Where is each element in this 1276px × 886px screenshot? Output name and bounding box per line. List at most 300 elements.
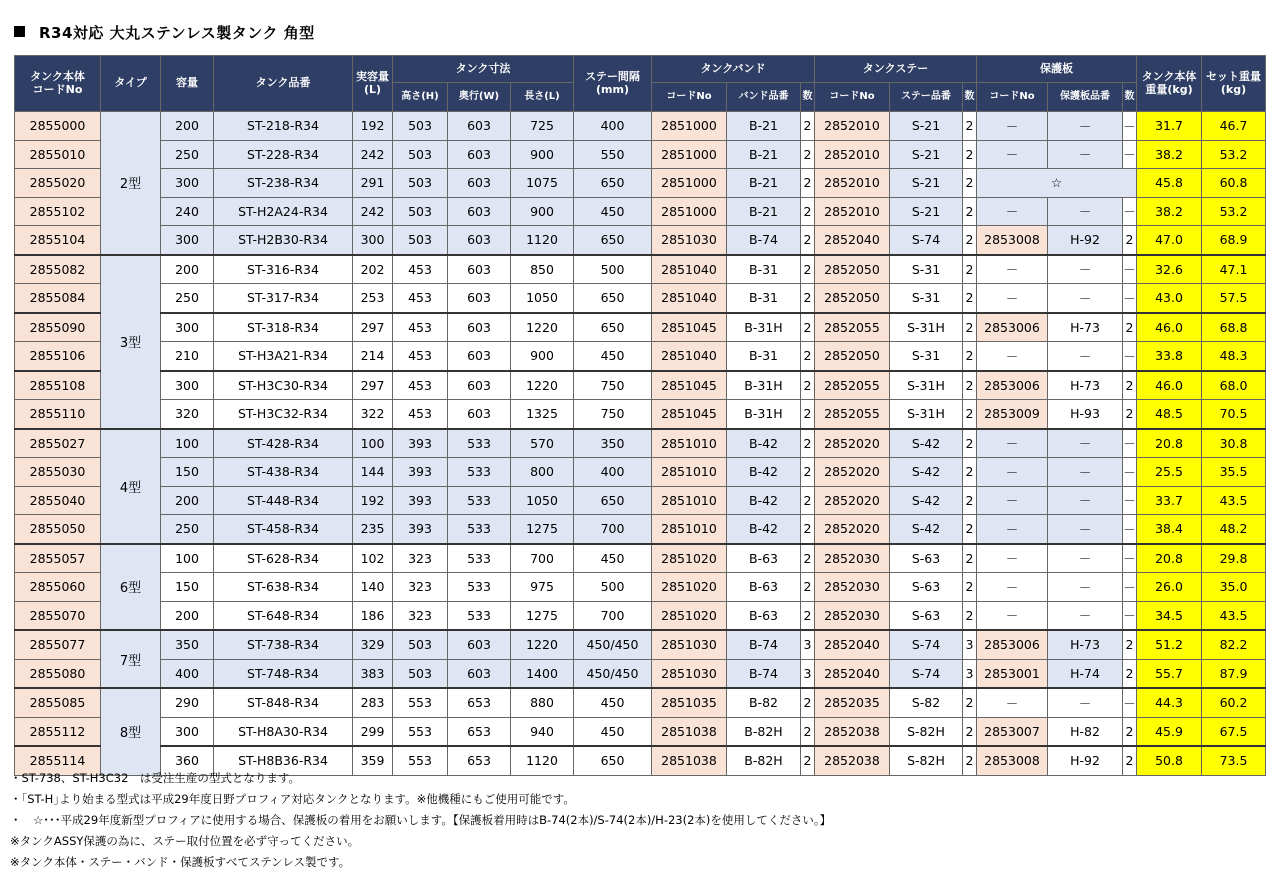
- stay-part-cell: S-82H: [890, 746, 963, 775]
- actual-cell: 144: [353, 458, 393, 487]
- capacity-cell: 400: [161, 659, 214, 688]
- length-cell: 570: [511, 429, 574, 458]
- band-qty-cell: 2: [801, 140, 815, 169]
- length-cell: 700: [511, 544, 574, 573]
- stay-gap-cell: 700: [574, 515, 652, 544]
- table-row: [15, 544, 1266, 573]
- band-qty-cell: 2: [801, 284, 815, 313]
- actual-cell: 102: [353, 544, 393, 573]
- depth-cell: 533: [448, 601, 511, 630]
- guard-part-cell: H-73: [1048, 313, 1123, 342]
- length-cell: 940: [511, 717, 574, 746]
- length-cell: 900: [511, 197, 574, 226]
- band-qty-cell: 2: [801, 458, 815, 487]
- stay-qty-cell: 2: [963, 515, 977, 544]
- guard-part-cell: －: [1048, 573, 1123, 602]
- height-cell: 393: [393, 429, 448, 458]
- height-cell: 393: [393, 515, 448, 544]
- stay-gap-cell: 450: [574, 544, 652, 573]
- set-weight-cell: 53.2: [1202, 140, 1266, 169]
- actual-cell: 299: [353, 717, 393, 746]
- weight-cell: 34.5: [1137, 601, 1202, 630]
- stay-gap-cell: 650: [574, 746, 652, 775]
- stay-gap-cell: 400: [574, 112, 652, 141]
- guard-code-cell: 2853008: [977, 746, 1048, 775]
- length-cell: 1220: [511, 371, 574, 400]
- code-cell: 2855030: [15, 458, 101, 487]
- band-code-cell: 2851040: [652, 255, 727, 284]
- weight-cell: 47.0: [1137, 226, 1202, 255]
- depth-cell: 603: [448, 169, 511, 198]
- guard-part-cell: －: [1048, 515, 1123, 544]
- band-qty-cell: 2: [801, 573, 815, 602]
- set-weight-cell: 70.5: [1202, 400, 1266, 429]
- stay-code-cell: 2852020: [815, 515, 890, 544]
- part-cell: ST-848-R34: [214, 688, 353, 717]
- depth-cell: 533: [448, 573, 511, 602]
- band-qty-cell: 3: [801, 659, 815, 688]
- type-cell: 2型: [101, 112, 161, 255]
- stay-gap-cell: 400: [574, 458, 652, 487]
- capacity-cell: 210: [161, 342, 214, 371]
- weight-cell: 48.5: [1137, 400, 1202, 429]
- weight-cell: 32.6: [1137, 255, 1202, 284]
- depth-cell: 603: [448, 400, 511, 429]
- header-band-part: バンド品番: [727, 83, 801, 112]
- stay-qty-cell: 2: [963, 169, 977, 198]
- set-weight-cell: 87.9: [1202, 659, 1266, 688]
- band-part-cell: B-82: [727, 688, 801, 717]
- stay-code-cell: 2852055: [815, 371, 890, 400]
- stay-qty-cell: 2: [963, 458, 977, 487]
- part-cell: ST-438-R34: [214, 458, 353, 487]
- table-row: [15, 486, 1266, 515]
- guard-qty-cell: －: [1123, 429, 1137, 458]
- code-cell: 2855027: [15, 429, 101, 458]
- stay-code-cell: 2852020: [815, 486, 890, 515]
- band-qty-cell: 2: [801, 486, 815, 515]
- set-weight-cell: 53.2: [1202, 197, 1266, 226]
- stay-gap-cell: 450/450: [574, 630, 652, 659]
- table-row: [15, 688, 1266, 717]
- guard-qty-cell: 2: [1123, 630, 1137, 659]
- weight-cell: 43.0: [1137, 284, 1202, 313]
- length-cell: 725: [511, 112, 574, 141]
- weight-cell: 45.9: [1137, 717, 1202, 746]
- code-cell: 2855077: [15, 630, 101, 659]
- stay-gap-cell: 450: [574, 342, 652, 371]
- capacity-cell: 300: [161, 313, 214, 342]
- guard-part-cell: H-73: [1048, 371, 1123, 400]
- height-cell: 503: [393, 169, 448, 198]
- depth-cell: 603: [448, 255, 511, 284]
- band-qty-cell: 2: [801, 226, 815, 255]
- band-code-cell: 2851000: [652, 169, 727, 198]
- actual-cell: 322: [353, 400, 393, 429]
- depth-cell: 533: [448, 544, 511, 573]
- stay-qty-cell: 2: [963, 112, 977, 141]
- depth-cell: 533: [448, 458, 511, 487]
- weight-cell: 38.2: [1137, 140, 1202, 169]
- guard-qty-cell: －: [1123, 140, 1137, 169]
- part-cell: ST-648-R34: [214, 601, 353, 630]
- stay-gap-cell: 550: [574, 140, 652, 169]
- length-cell: 1120: [511, 746, 574, 775]
- table-row: [15, 255, 1266, 284]
- stay-qty-cell: 2: [963, 688, 977, 717]
- weight-cell: 33.7: [1137, 486, 1202, 515]
- note-3: ・ ☆･･･平成29年度新型プロフィアに使用する場合、保護板の着用をお願いします。【保護板着用時はB-74(2本)/S-74(2本)/H-23(2本)を使用してください。】: [10, 813, 832, 827]
- stay-gap-cell: 450: [574, 197, 652, 226]
- capacity-cell: 250: [161, 515, 214, 544]
- guard-qty-cell: 2: [1123, 746, 1137, 775]
- depth-cell: 603: [448, 659, 511, 688]
- capacity-cell: 150: [161, 573, 214, 602]
- stay-qty-cell: 2: [963, 746, 977, 775]
- stay-code-cell: 2852030: [815, 601, 890, 630]
- part-cell: ST-H2A24-R34: [214, 197, 353, 226]
- guard-qty-cell: －: [1123, 284, 1137, 313]
- band-qty-cell: 2: [801, 255, 815, 284]
- height-cell: 453: [393, 342, 448, 371]
- header-part: タンク品番: [214, 56, 353, 112]
- table-row: [15, 371, 1266, 400]
- capacity-cell: 240: [161, 197, 214, 226]
- note-5: ※タンク本体・ステー・バンド・保護板すべてステンレス製です。: [10, 855, 351, 869]
- band-part-cell: B-82H: [727, 717, 801, 746]
- actual-cell: 359: [353, 746, 393, 775]
- part-cell: ST-238-R34: [214, 169, 353, 198]
- code-cell: 2855112: [15, 717, 101, 746]
- header-stay-part: ステー品番: [890, 83, 963, 112]
- band-qty-cell: 2: [801, 169, 815, 198]
- guard-qty-cell: －: [1123, 112, 1137, 141]
- guard-part-cell: －: [1048, 688, 1123, 717]
- code-cell: 2855090: [15, 313, 101, 342]
- code-cell: 2855070: [15, 601, 101, 630]
- table-row: [15, 515, 1266, 544]
- guard-code-cell: 2853008: [977, 226, 1048, 255]
- band-part-cell: B-74: [727, 630, 801, 659]
- stay-code-cell: 2852010: [815, 169, 890, 198]
- code-cell: 2855060: [15, 573, 101, 602]
- stay-qty-cell: 2: [963, 313, 977, 342]
- guard-part-cell: －: [1048, 255, 1123, 284]
- band-qty-cell: 2: [801, 429, 815, 458]
- stay-qty-cell: 2: [963, 342, 977, 371]
- actual-cell: 300: [353, 226, 393, 255]
- height-cell: 453: [393, 313, 448, 342]
- guard-part-cell: －: [1048, 486, 1123, 515]
- band-code-cell: 2851010: [652, 486, 727, 515]
- weight-cell: 55.7: [1137, 659, 1202, 688]
- set-weight-cell: 60.8: [1202, 169, 1266, 198]
- stay-part-cell: S-74: [890, 630, 963, 659]
- part-cell: ST-228-R34: [214, 140, 353, 169]
- set-weight-cell: 35.0: [1202, 573, 1266, 602]
- band-qty-cell: 2: [801, 544, 815, 573]
- guard-code-cell: 2853006: [977, 630, 1048, 659]
- stay-code-cell: 2852038: [815, 746, 890, 775]
- stay-gap-cell: 650: [574, 486, 652, 515]
- band-code-cell: 2851010: [652, 515, 727, 544]
- stay-part-cell: S-21: [890, 169, 963, 198]
- set-weight-cell: 46.7: [1202, 112, 1266, 141]
- square-bullet-icon: [14, 26, 25, 37]
- height-cell: 503: [393, 197, 448, 226]
- depth-cell: 603: [448, 197, 511, 226]
- length-cell: 880: [511, 688, 574, 717]
- note-4: ※タンクASSY保護の為に、ステー取付位置を必ず守ってください。: [10, 834, 360, 848]
- set-weight-cell: 29.8: [1202, 544, 1266, 573]
- stay-gap-cell: 650: [574, 313, 652, 342]
- stay-qty-cell: 2: [963, 544, 977, 573]
- guard-code-cell: －: [977, 601, 1048, 630]
- code-cell: 2855082: [15, 255, 101, 284]
- guard-part-cell: －: [1048, 284, 1123, 313]
- part-cell: ST-428-R34: [214, 429, 353, 458]
- set-weight-cell: 73.5: [1202, 746, 1266, 775]
- band-part-cell: B-21: [727, 197, 801, 226]
- stay-part-cell: S-63: [890, 601, 963, 630]
- guard-part-cell: －: [1048, 140, 1123, 169]
- table-row: [15, 140, 1266, 169]
- guard-qty-cell: －: [1123, 458, 1137, 487]
- weight-cell: 31.7: [1137, 112, 1202, 141]
- band-code-cell: 2851038: [652, 717, 727, 746]
- stay-code-cell: 2852030: [815, 544, 890, 573]
- stay-qty-cell: 2: [963, 717, 977, 746]
- actual-cell: 242: [353, 197, 393, 226]
- notes: [10, 768, 831, 873]
- code-cell: 2855010: [15, 140, 101, 169]
- band-code-cell: 2851000: [652, 197, 727, 226]
- guard-code-cell: －: [977, 197, 1048, 226]
- capacity-cell: 320: [161, 400, 214, 429]
- code-cell: 2855050: [15, 515, 101, 544]
- capacity-cell: 200: [161, 112, 214, 141]
- guard-code-cell: 2853001: [977, 659, 1048, 688]
- depth-cell: 603: [448, 284, 511, 313]
- guard-code-cell: －: [977, 458, 1048, 487]
- band-part-cell: B-74: [727, 659, 801, 688]
- height-cell: 393: [393, 486, 448, 515]
- capacity-cell: 300: [161, 169, 214, 198]
- depth-cell: 533: [448, 515, 511, 544]
- band-qty-cell: 2: [801, 342, 815, 371]
- length-cell: 1050: [511, 284, 574, 313]
- length-cell: 1220: [511, 313, 574, 342]
- band-part-cell: B-42: [727, 458, 801, 487]
- length-cell: 1400: [511, 659, 574, 688]
- depth-cell: 603: [448, 112, 511, 141]
- capacity-cell: 200: [161, 255, 214, 284]
- stay-code-cell: 2852050: [815, 255, 890, 284]
- band-code-cell: 2851000: [652, 112, 727, 141]
- guard-part-cell: H-92: [1048, 226, 1123, 255]
- height-cell: 503: [393, 630, 448, 659]
- height-cell: 503: [393, 226, 448, 255]
- stay-code-cell: 2852020: [815, 429, 890, 458]
- guard-code-cell: －: [977, 573, 1048, 602]
- height-cell: 453: [393, 284, 448, 313]
- stay-qty-cell: 2: [963, 255, 977, 284]
- band-part-cell: B-63: [727, 544, 801, 573]
- table-row: [15, 313, 1266, 342]
- header-guard-qty: 数: [1123, 83, 1137, 112]
- stay-part-cell: S-31H: [890, 400, 963, 429]
- guard-qty-cell: －: [1123, 342, 1137, 371]
- depth-cell: 603: [448, 313, 511, 342]
- actual-cell: 291: [353, 169, 393, 198]
- weight-cell: 44.3: [1137, 688, 1202, 717]
- part-cell: ST-318-R34: [214, 313, 353, 342]
- band-part-cell: B-21: [727, 140, 801, 169]
- tank-spec-table: [14, 55, 1266, 776]
- stay-part-cell: S-82H: [890, 717, 963, 746]
- stay-part-cell: S-42: [890, 458, 963, 487]
- header-height: 高さ(H): [393, 83, 448, 112]
- length-cell: 900: [511, 342, 574, 371]
- stay-part-cell: S-21: [890, 112, 963, 141]
- stay-code-cell: 2852055: [815, 313, 890, 342]
- stay-gap-cell: 650: [574, 226, 652, 255]
- part-cell: ST-H8B36-R34: [214, 746, 353, 775]
- band-code-cell: 2851000: [652, 140, 727, 169]
- stay-code-cell: 2852050: [815, 342, 890, 371]
- length-cell: 1075: [511, 169, 574, 198]
- length-cell: 1120: [511, 226, 574, 255]
- capacity-cell: 300: [161, 371, 214, 400]
- band-code-cell: 2851045: [652, 400, 727, 429]
- page-title-text: R34対応 大丸ステンレス製タンク 角型: [39, 24, 315, 42]
- capacity-cell: 100: [161, 544, 214, 573]
- depth-cell: 603: [448, 342, 511, 371]
- band-qty-cell: 2: [801, 688, 815, 717]
- band-qty-cell: 2: [801, 717, 815, 746]
- actual-cell: 100: [353, 429, 393, 458]
- header-stay-gap: ステー間隔 (mm): [574, 56, 652, 112]
- length-cell: 1275: [511, 601, 574, 630]
- table-row: [15, 197, 1266, 226]
- stay-gap-cell: 650: [574, 284, 652, 313]
- stay-gap-cell: 500: [574, 573, 652, 602]
- stay-gap-cell: 650: [574, 169, 652, 198]
- capacity-cell: 200: [161, 601, 214, 630]
- table-row: [15, 429, 1266, 458]
- actual-cell: 140: [353, 573, 393, 602]
- header-type: タイプ: [101, 56, 161, 112]
- set-weight-cell: 57.5: [1202, 284, 1266, 313]
- set-weight-cell: 67.5: [1202, 717, 1266, 746]
- table-row: [15, 169, 1266, 198]
- stay-code-cell: 2852010: [815, 197, 890, 226]
- depth-cell: 603: [448, 140, 511, 169]
- guard-code-cell: －: [977, 515, 1048, 544]
- guard-part-cell: H-92: [1048, 746, 1123, 775]
- band-part-cell: B-31: [727, 255, 801, 284]
- stay-qty-cell: 2: [963, 573, 977, 602]
- header-stay-code: コードNo: [815, 83, 890, 112]
- guard-part-cell: －: [1048, 342, 1123, 371]
- band-part-cell: B-31H: [727, 371, 801, 400]
- table-row: [15, 226, 1266, 255]
- type-cell: 6型: [101, 544, 161, 631]
- stay-code-cell: 2852050: [815, 284, 890, 313]
- stay-code-cell: 2852010: [815, 112, 890, 141]
- depth-cell: 533: [448, 429, 511, 458]
- height-cell: 393: [393, 458, 448, 487]
- code-cell: 2855040: [15, 486, 101, 515]
- guard-part-cell: －: [1048, 112, 1123, 141]
- guard-part-cell: H-82: [1048, 717, 1123, 746]
- band-code-cell: 2851030: [652, 226, 727, 255]
- type-cell: 4型: [101, 429, 161, 544]
- code-cell: 2855000: [15, 112, 101, 141]
- code-cell: 2855106: [15, 342, 101, 371]
- set-weight-cell: 30.8: [1202, 429, 1266, 458]
- stay-code-cell: 2852030: [815, 573, 890, 602]
- stay-part-cell: S-42: [890, 486, 963, 515]
- guard-part-cell: －: [1048, 544, 1123, 573]
- guard-qty-cell: 2: [1123, 659, 1137, 688]
- actual-cell: 253: [353, 284, 393, 313]
- weight-cell: 26.0: [1137, 573, 1202, 602]
- type-cell: 3型: [101, 255, 161, 429]
- header-dims: タンク寸法: [393, 56, 574, 83]
- band-code-cell: 2851030: [652, 659, 727, 688]
- height-cell: 503: [393, 112, 448, 141]
- stay-code-cell: 2852020: [815, 458, 890, 487]
- length-cell: 1220: [511, 630, 574, 659]
- capacity-cell: 360: [161, 746, 214, 775]
- header-guard: 保護板: [977, 56, 1137, 83]
- band-qty-cell: 2: [801, 400, 815, 429]
- header-length: 長さ(L): [511, 83, 574, 112]
- depth-cell: 603: [448, 371, 511, 400]
- header-guard-part: 保護板品番: [1048, 83, 1123, 112]
- band-part-cell: B-42: [727, 486, 801, 515]
- stay-part-cell: S-21: [890, 140, 963, 169]
- stay-part-cell: S-42: [890, 429, 963, 458]
- actual-cell: 192: [353, 112, 393, 141]
- band-qty-cell: 2: [801, 197, 815, 226]
- stay-qty-cell: 3: [963, 659, 977, 688]
- guard-code-cell: －: [977, 486, 1048, 515]
- band-part-cell: B-21: [727, 169, 801, 198]
- header-band-qty: 数: [801, 83, 815, 112]
- table-row: [15, 112, 1266, 141]
- actual-cell: 202: [353, 255, 393, 284]
- guard-qty-cell: 2: [1123, 313, 1137, 342]
- stay-gap-cell: 450: [574, 688, 652, 717]
- stay-part-cell: S-82: [890, 688, 963, 717]
- band-part-cell: B-63: [727, 573, 801, 602]
- table-row: [15, 342, 1266, 371]
- header-code: タンク本体 コードNo: [15, 56, 101, 112]
- code-cell: 2855080: [15, 659, 101, 688]
- table-row: [15, 400, 1266, 429]
- code-cell: 2855085: [15, 688, 101, 717]
- code-cell: 2855104: [15, 226, 101, 255]
- stay-part-cell: S-31: [890, 284, 963, 313]
- stay-part-cell: S-74: [890, 226, 963, 255]
- header-guard-code: コードNo: [977, 83, 1048, 112]
- stay-qty-cell: 3: [963, 630, 977, 659]
- set-weight-cell: 60.2: [1202, 688, 1266, 717]
- header-depth: 奥行(W): [448, 83, 511, 112]
- band-part-cell: B-42: [727, 429, 801, 458]
